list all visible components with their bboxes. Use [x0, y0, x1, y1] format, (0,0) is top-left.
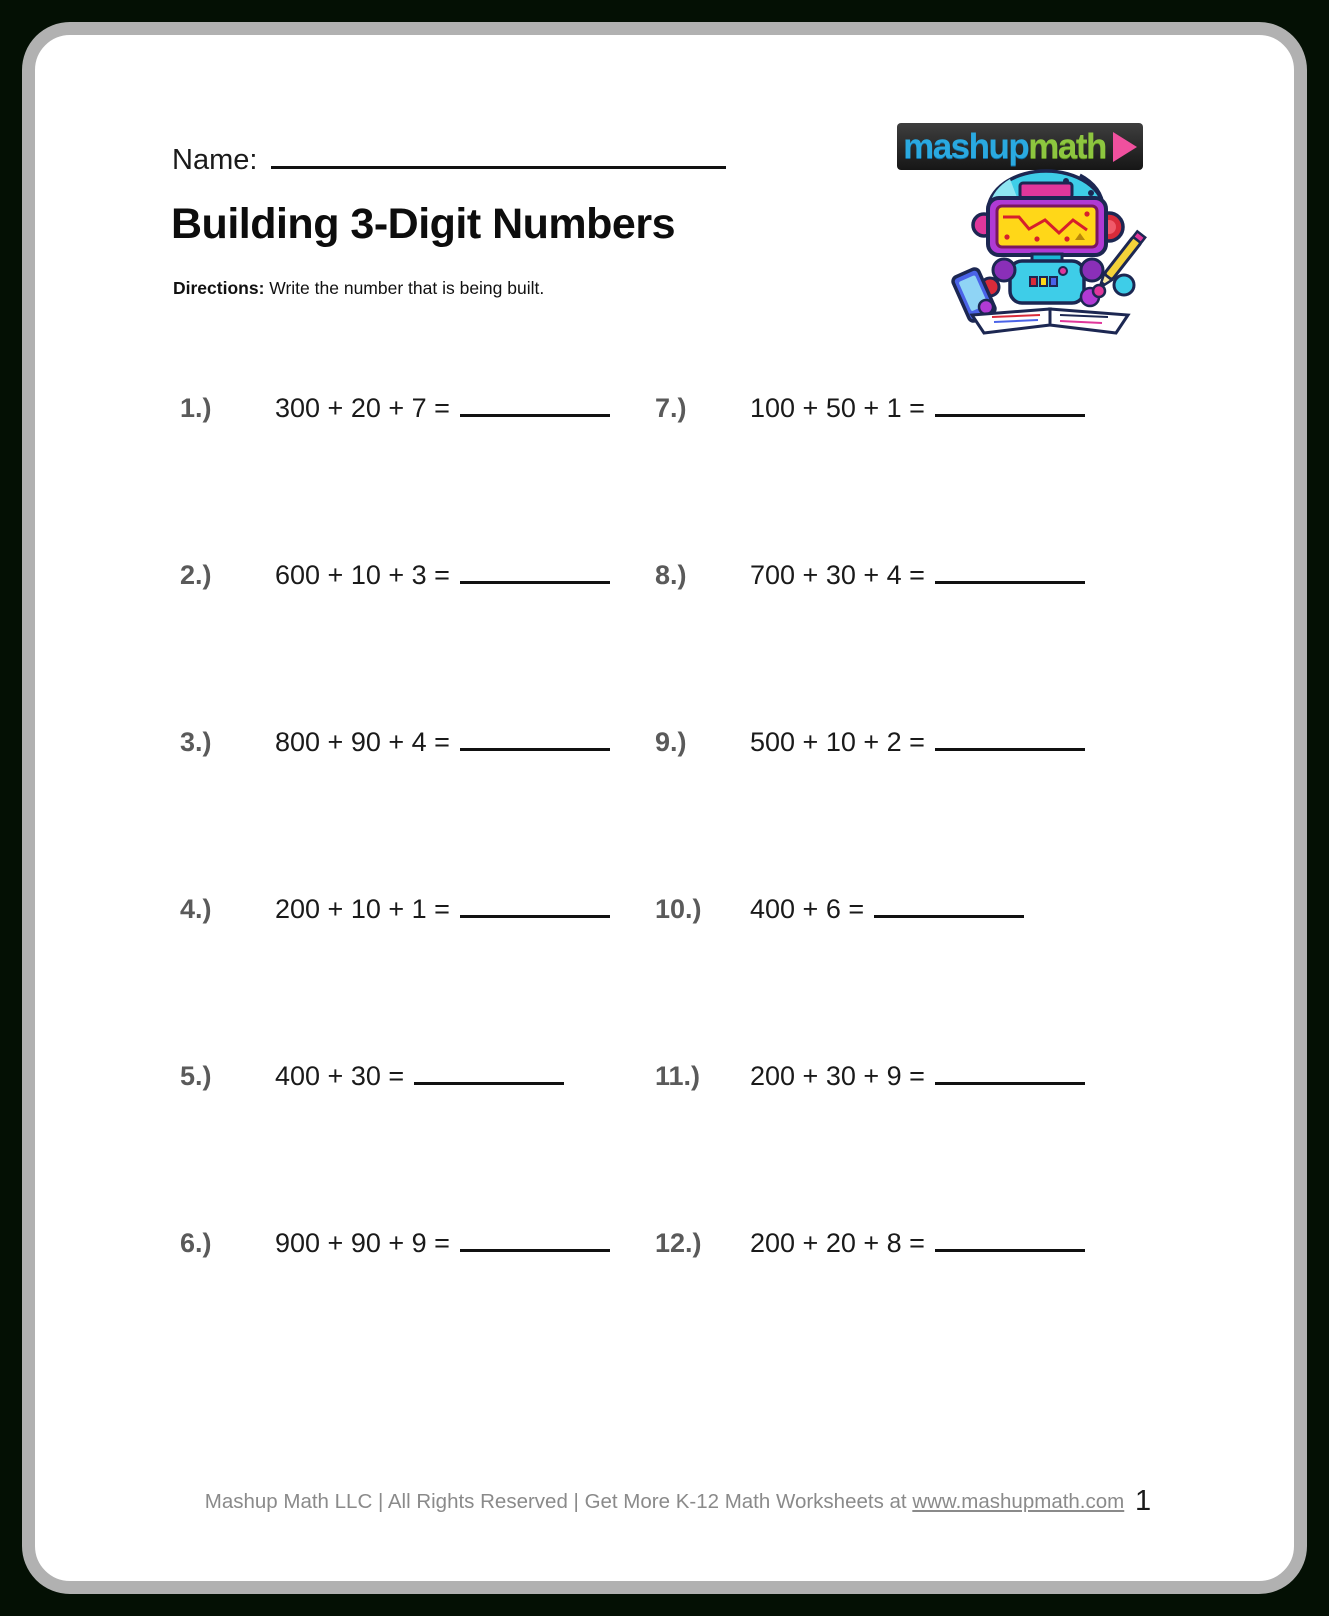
directions [173, 278, 544, 299]
worksheet-page [22, 22, 1307, 1594]
problem-expression: 200 + 20 + 8 = [750, 1228, 925, 1258]
problem-11 [655, 1058, 1085, 1225]
answer-blank [460, 891, 610, 918]
directions-text: Write the number that is being built. [264, 278, 545, 298]
problem-number: 2.) [180, 560, 212, 590]
answer-blank [935, 557, 1085, 584]
problem-expression: 400 + 30 = [275, 1061, 405, 1091]
problem-expression: 300 + 20 + 7 = [275, 393, 450, 423]
problem-2 [180, 557, 655, 724]
problem-number: 9.) [655, 727, 687, 757]
answer-blank [935, 390, 1085, 417]
problem-3 [180, 724, 655, 891]
problem-expression: 700 + 30 + 4 = [750, 560, 925, 590]
footer-text: Mashup Math LLC | All Rights Reserved | Get More K-12 Math Worksheets at [204, 1490, 913, 1513]
problem-number: 1.) [180, 393, 212, 423]
page-number: 1 [1135, 1485, 1152, 1517]
problem-number: 11.) [655, 1061, 701, 1091]
problem-number: 10.) [655, 894, 702, 924]
name-row [172, 140, 726, 177]
name-label: Name: [172, 144, 258, 176]
logo-word-mashup: mashup [903, 127, 1029, 166]
problem-12 [655, 1225, 1085, 1392]
problem-expression: 500 + 10 + 2 = [750, 727, 925, 757]
answer-blank [935, 1225, 1085, 1252]
problem-number: 6.) [180, 1228, 212, 1258]
problem-expression: 800 + 90 + 4 = [275, 727, 450, 757]
problem-9 [655, 724, 1085, 891]
problem-7 [655, 390, 1085, 557]
problem-5 [180, 1058, 655, 1225]
answer-blank [935, 1058, 1085, 1085]
problem-number: 7.) [655, 393, 687, 423]
problem-8 [655, 557, 1085, 724]
problem-expression: 600 + 10 + 3 = [275, 560, 450, 590]
footer-website-link[interactable]: www.mashupmath.com [912, 1490, 1125, 1513]
problem-number: 4.) [180, 894, 212, 924]
answer-blank [460, 390, 610, 417]
page-title: Building 3-Digit Numbers [171, 200, 675, 248]
answer-blank [414, 1058, 564, 1085]
answer-blank [460, 724, 610, 751]
problem-10 [655, 891, 1085, 1058]
problem-expression: 400 + 6 = [750, 894, 865, 924]
problem-expression: 200 + 10 + 1 = [275, 894, 450, 924]
logo-word-math: math [1028, 127, 1106, 166]
problems-grid [180, 390, 1085, 1392]
name-blank-line [271, 140, 726, 169]
problem-expression: 200 + 30 + 9 = [750, 1061, 925, 1091]
directions-label: Directions: [173, 278, 265, 298]
problem-6 [180, 1225, 655, 1392]
answer-blank [874, 891, 1024, 918]
problem-expression: 100 + 50 + 1 = [750, 393, 925, 423]
mashupmath-logo [897, 123, 1143, 170]
footer [35, 1490, 1294, 1514]
problem-expression: 900 + 90 + 9 = [275, 1228, 450, 1258]
answer-blank [460, 1225, 610, 1252]
answer-blank [460, 557, 610, 584]
play-triangle-icon [1113, 132, 1137, 162]
problem-4 [180, 891, 655, 1058]
problem-1 [180, 390, 655, 557]
problem-number: 5.) [180, 1061, 212, 1091]
answer-blank [935, 724, 1085, 751]
problem-number: 3.) [180, 727, 212, 757]
robot-mascot-illustration [940, 167, 1160, 337]
problem-number: 12.) [655, 1228, 702, 1258]
problem-number: 8.) [655, 560, 687, 590]
